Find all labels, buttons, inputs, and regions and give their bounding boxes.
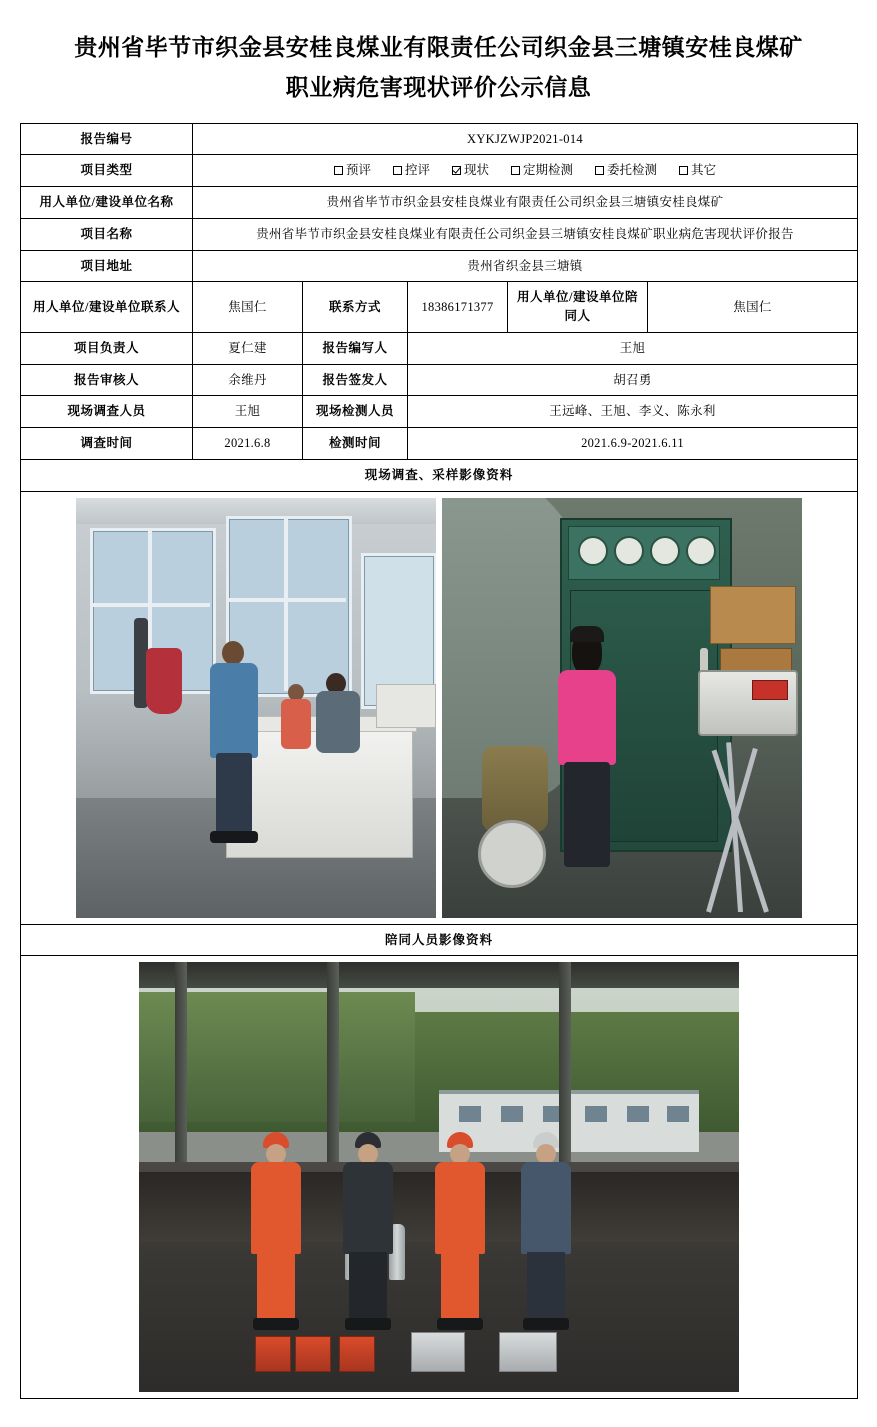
project-name-value: 贵州省毕节市织金县安桂良煤业有限责任公司织金县三塘镇安桂良煤矿职业病危害现状评价报告	[193, 218, 858, 250]
checkbox-icon[interactable]	[595, 166, 604, 175]
project-type-option-xianzhuang[interactable]	[452, 161, 489, 180]
option-label: 控评	[404, 163, 430, 178]
table-row	[21, 123, 858, 155]
test-date-value: 2021.6.9-2021.6.11	[408, 428, 858, 460]
table-row	[21, 218, 858, 250]
escort-personnel-group-photo	[139, 962, 739, 1392]
manager-value: 夏仁建	[193, 332, 303, 364]
project-type-option-kongping[interactable]	[393, 161, 430, 180]
issuer-value: 胡召勇	[408, 364, 858, 396]
option-label: 委托检测	[607, 163, 658, 178]
table-row	[21, 187, 858, 219]
project-type-option-qita[interactable]	[679, 161, 716, 180]
reviewer-label: 报告审核人	[21, 364, 193, 396]
table-row	[21, 364, 858, 396]
table-row	[21, 332, 858, 364]
survey-date-label: 调查时间	[21, 428, 193, 460]
escort-photo-cell	[21, 956, 858, 1399]
checkbox-icon[interactable]	[511, 166, 520, 175]
reviewer-value: 余维丹	[193, 364, 303, 396]
option-label: 预评	[345, 163, 371, 178]
site-sampling-photo-equipment	[442, 498, 802, 918]
checkbox-checked-icon[interactable]	[452, 166, 461, 175]
report-no-value: XYKJZWJP2021-014	[193, 123, 858, 155]
surveyor-value: 王旭	[193, 396, 303, 428]
writer-value: 王旭	[408, 332, 858, 364]
project-type-label: 项目类型	[21, 155, 193, 187]
option-label: 现状	[463, 163, 489, 178]
survey-date-value: 2021.6.8	[193, 428, 303, 460]
surveyor-label: 现场调查人员	[21, 396, 193, 428]
survey-photos-cell	[21, 491, 858, 924]
project-type-option-yuping[interactable]	[334, 161, 371, 180]
section-photos-label: 现场调查、采样影像资料	[21, 459, 858, 491]
writer-label: 报告编写人	[303, 332, 408, 364]
issuer-label: 报告签发人	[303, 364, 408, 396]
contact-label: 用人单位/建设单位联系人	[21, 282, 193, 333]
project-address-label: 项目地址	[21, 250, 193, 282]
public-info-table	[20, 123, 858, 1400]
tester-label: 现场检测人员	[303, 396, 408, 428]
meter-display	[752, 680, 788, 700]
detector-device	[698, 670, 798, 736]
table-row	[21, 956, 858, 1399]
employer-value: 贵州省毕节市织金县安桂良煤业有限责任公司织金县三塘镇安桂良煤矿	[193, 187, 858, 219]
employer-label: 用人单位/建设单位名称	[21, 187, 193, 219]
test-date-label: 检测时间	[303, 428, 408, 460]
project-address-value: 贵州省织金县三塘镇	[193, 250, 858, 282]
page-title-line2: 职业病危害现状评价公示信息	[285, 75, 592, 101]
table-row	[21, 282, 858, 333]
project-type-value	[193, 155, 858, 187]
table-row	[21, 459, 858, 491]
escort-value: 焦国仁	[648, 282, 858, 333]
option-label: 其它	[691, 163, 717, 178]
table-row	[21, 924, 858, 956]
page-title-line1: 贵州省毕节市织金县安桂良煤业有限责任公司织金县三塘镇安桂良煤矿	[74, 35, 803, 60]
table-row	[21, 250, 858, 282]
phone-value: 18386171377	[408, 282, 508, 333]
table-row	[21, 396, 858, 428]
site-survey-photo-indoor	[76, 498, 436, 918]
table-row	[21, 491, 858, 924]
project-name-label: 项目名称	[21, 218, 193, 250]
project-type-option-dingqi[interactable]	[511, 161, 573, 180]
checkbox-icon[interactable]	[334, 166, 343, 175]
section-escort-label: 陪同人员影像资料	[21, 924, 858, 956]
checkbox-icon[interactable]	[393, 166, 402, 175]
escort-label: 用人单位/建设单位陪同人	[508, 282, 648, 333]
project-type-option-weituo[interactable]	[595, 161, 657, 180]
table-row	[21, 155, 858, 187]
table-row	[21, 428, 858, 460]
manager-label: 项目负责人	[21, 332, 193, 364]
checkbox-icon[interactable]	[679, 166, 688, 175]
contact-value: 焦国仁	[193, 282, 303, 333]
option-label: 定期检测	[523, 163, 574, 178]
phone-label: 联系方式	[303, 282, 408, 333]
page-title	[20, 28, 857, 109]
tester-value: 王远峰、王旭、李义、陈永利	[408, 396, 858, 428]
report-no-label: 报告编号	[21, 123, 193, 155]
